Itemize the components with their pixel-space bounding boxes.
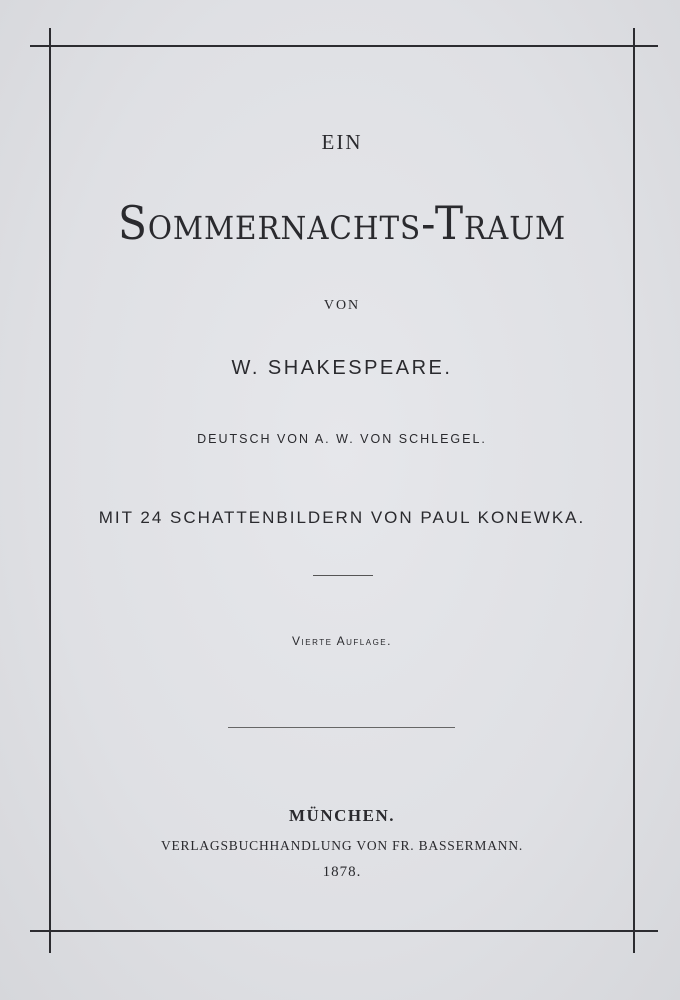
edition-line: Vierte Auflage. (292, 634, 392, 648)
border-rule-top (30, 45, 658, 47)
title-article: EIN (321, 130, 363, 154)
illustrations-line: MIT 24 SCHATTENBILDERN VON PAUL KONEWKA. (98, 508, 586, 527)
divider-long (228, 727, 455, 728)
publisher-line: VERLAGSBUCHHANDLUNG VON FR. BASSERMANN. (160, 838, 524, 853)
border-rule-bottom (30, 930, 658, 932)
translator-line: DEUTSCH VON A. W. VON SCHLEGEL. (197, 432, 487, 446)
divider-short (313, 575, 373, 576)
book-title: Sommernachts-Traum (117, 196, 567, 250)
publication-year: 1878. (322, 864, 362, 880)
publication-city: MÜNCHEN. (289, 806, 395, 825)
byline-von: VON (323, 298, 361, 313)
author-name: W. SHAKESPEARE. (231, 357, 453, 379)
